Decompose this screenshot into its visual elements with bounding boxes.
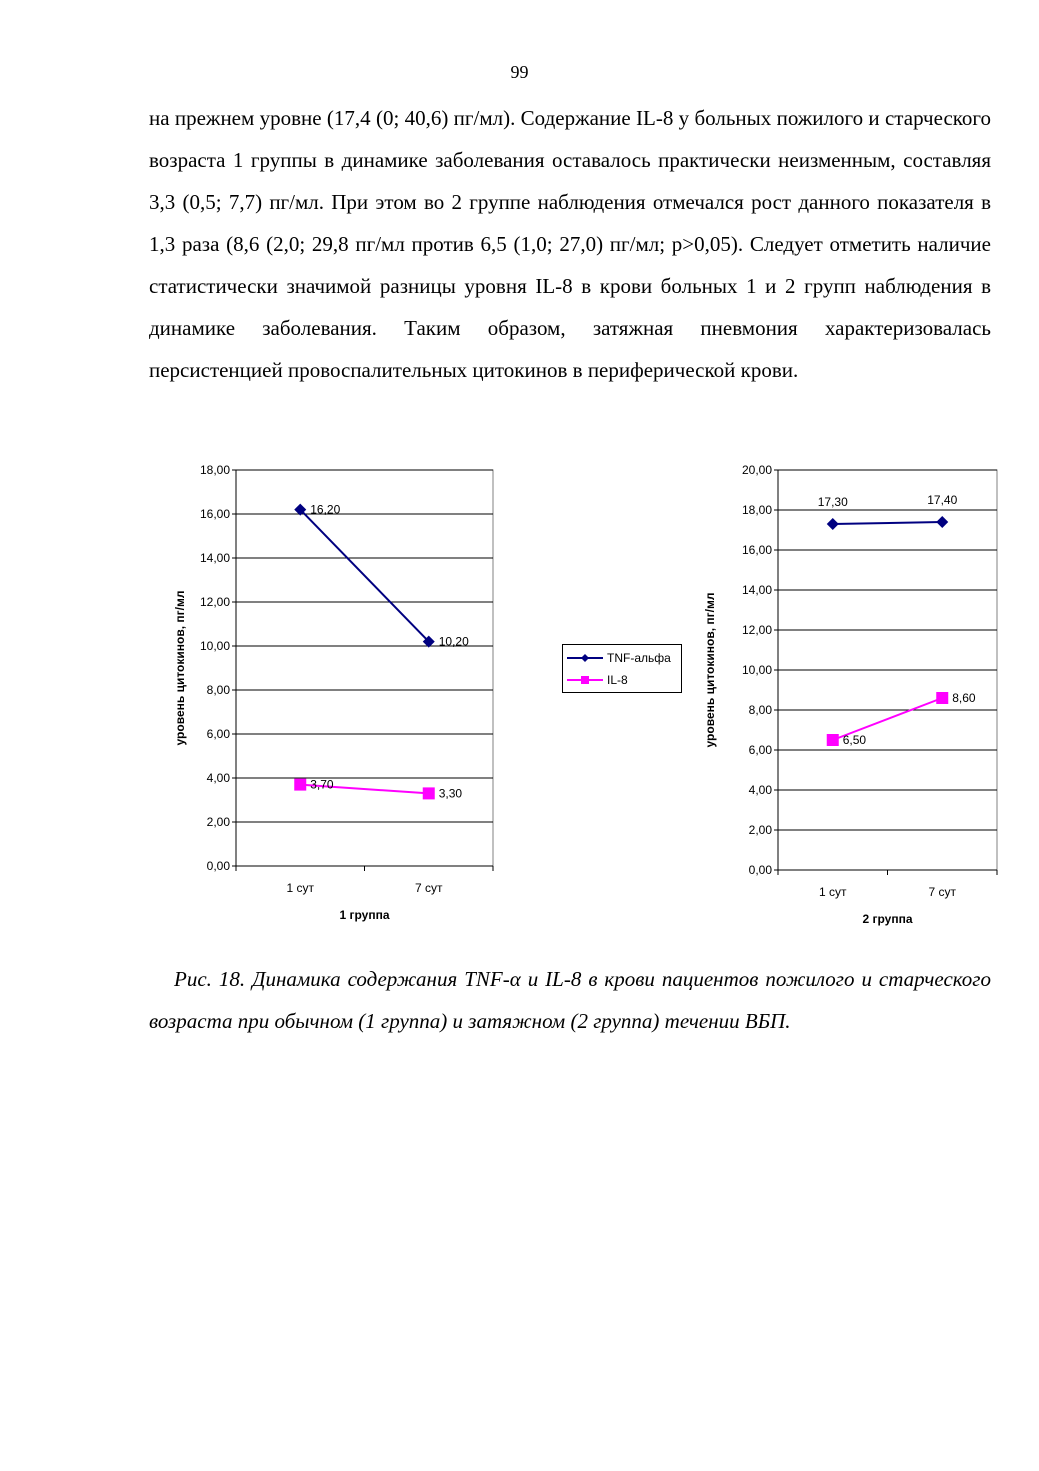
legend-marker-tnf [567, 652, 603, 664]
data-label-il8: 3,30 [438, 786, 463, 801]
y-tick-label: 14,00 [199, 551, 230, 565]
legend-label-tnf: TNF-альфа [607, 651, 671, 665]
chart-group-1 [160, 455, 520, 935]
y-tick-label: 10,00 [741, 663, 772, 677]
data-label-tnf: 16,20 [310, 502, 341, 517]
data-label-il8: 8,60 [952, 691, 976, 705]
data-label-tnf: 10,20 [438, 634, 469, 649]
legend-label-il8: IL-8 [607, 673, 628, 687]
y-tick-label: 6,00 [748, 743, 772, 757]
y-tick-label: 12,00 [741, 623, 772, 637]
y-tick-label: 8,00 [748, 703, 772, 717]
y-tick-label: 0,00 [748, 863, 772, 877]
data-point-tnf [827, 518, 839, 530]
data-point-il8 [294, 779, 306, 791]
chart-group-2 [690, 455, 1020, 935]
y-tick-label: 0,00 [206, 859, 230, 873]
y-tick-label: 20,00 [741, 463, 772, 477]
data-point-il8 [423, 787, 435, 799]
legend-item-il8 [567, 672, 628, 688]
data-point-il8 [936, 692, 948, 704]
data-label-tnf: 17,40 [927, 493, 958, 507]
y-tick-label: 2,00 [748, 823, 772, 837]
y-tick-label: 2,00 [206, 815, 230, 829]
figure-caption: Рис. 18. Динамика содержания TNF-α и IL-8 в крови пациентов пожилого и старческого возраста при обычном (1 группа) и затяжном (2 группа) течении ВБП. [149, 967, 991, 1033]
y-tick-label: 16,00 [199, 507, 230, 521]
chart-legend [562, 644, 682, 693]
data-point-il8 [827, 734, 839, 746]
y-axis-title: уровень цитокинов, пг/мл [173, 590, 187, 746]
series-line-tnf [833, 522, 943, 524]
y-tick-label: 12,00 [199, 595, 230, 609]
legend-diamond-tnf [581, 654, 589, 662]
y-tick-label: 4,00 [748, 783, 772, 797]
page-number: 99 [510, 62, 529, 82]
y-tick-label: 6,00 [206, 727, 230, 741]
y-tick-label: 14,00 [741, 583, 772, 597]
data-point-tnf [936, 516, 948, 528]
y-tick-label: 10,00 [199, 639, 230, 653]
legend-item-tnf [567, 650, 671, 666]
plot-area [236, 470, 493, 866]
data-label-il8: 3,70 [310, 777, 334, 792]
x-tick-label: 1 сут [818, 885, 847, 899]
x-tick-label: 7 сут [414, 881, 443, 895]
x-axis-title: 1 группа [339, 908, 390, 922]
x-tick-label: 7 сут [928, 885, 957, 899]
data-label-il8: 6,50 [842, 733, 867, 747]
y-tick-label: 18,00 [741, 503, 772, 517]
y-tick-label: 8,00 [206, 683, 230, 697]
body-paragraph: на прежнем уровне (17,4 (0; 40,6) пг/мл). Содержание IL-8 у больных пожилого и старческого возраста 1 группы в динамике заболевания оставалось практически неизменным, составляя 3,3 (0,5; 7,7) пг/мл. При этом во 2 группе наблюдения отмечался рост данного показателя в 1,3 раза (8,6 (2,0; 29,8 пг/мл против 6,5 (1,0; 27,0) пг/мл; p>0,05). Следует отметить наличие статистически значимой разницы уровня IL-8 в крови больных 1 и 2 групп наблюдения в динамике заболевания. Таким образом, затяжная пневмония характеризовалась персистенцией провоспалительных цитокинов в периферической крови. [149, 106, 991, 382]
y-axis-title: уровень цитокинов, пг/мл [703, 592, 717, 748]
y-tick-label: 16,00 [741, 543, 772, 557]
x-tick-label: 1 сут [286, 881, 315, 895]
data-label-tnf: 17,30 [817, 495, 848, 509]
series-line-tnf [300, 510, 429, 642]
legend-square-il8 [581, 676, 589, 684]
y-tick-label: 4,00 [206, 771, 230, 785]
y-tick-label: 18,00 [199, 463, 230, 477]
legend-marker-il8 [567, 674, 603, 686]
x-axis-title: 2 группа [862, 912, 913, 926]
